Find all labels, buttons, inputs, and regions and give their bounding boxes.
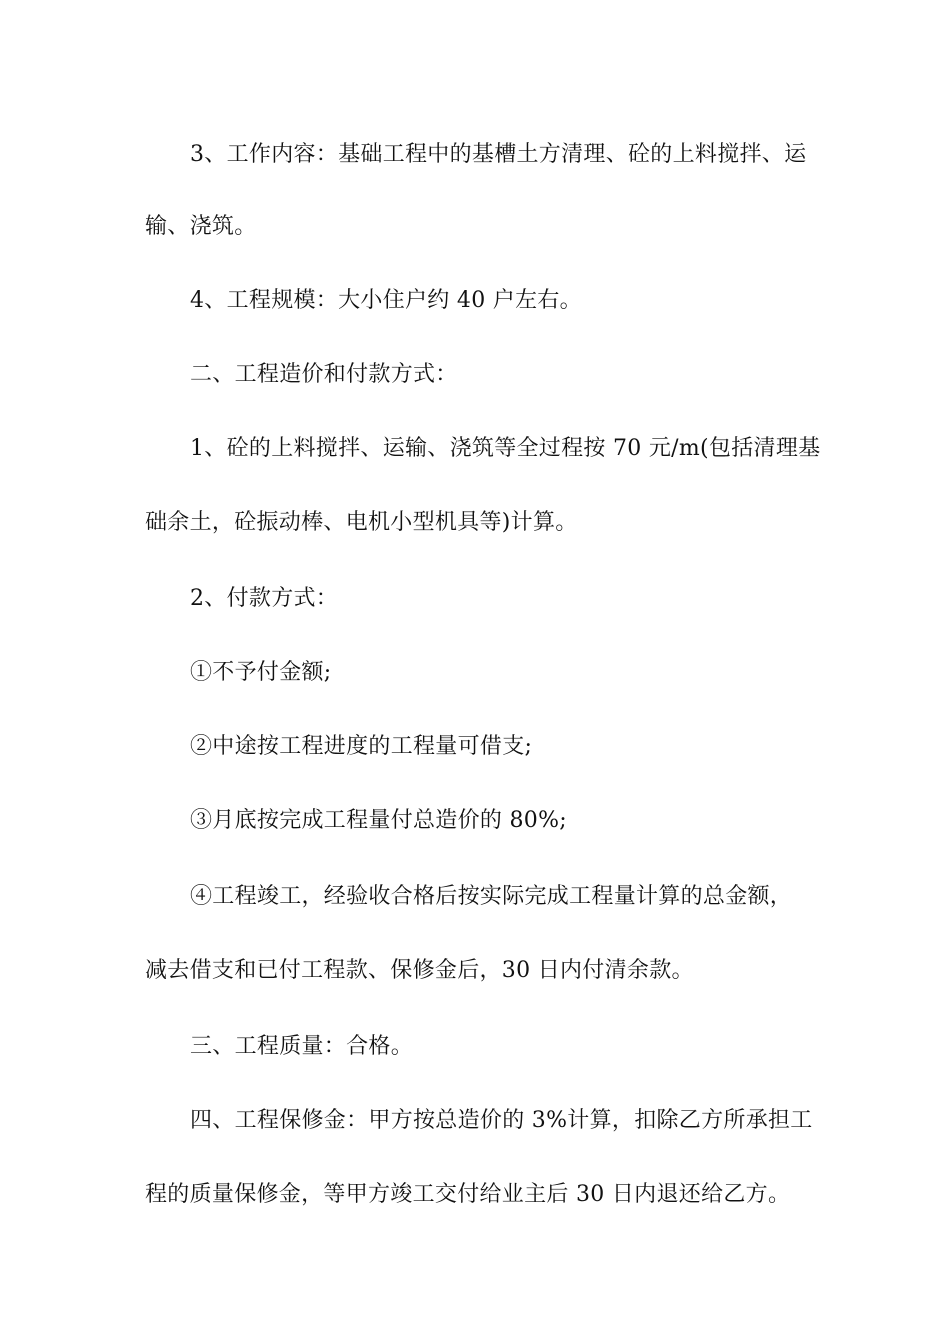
section-heading-quality: 三、工程质量：合格。 <box>190 1034 414 1059</box>
paragraph-warranty-cont: 程的质量保修金，等甲方竣工交付给业主后 30 日内退还给乙方。 <box>145 1182 791 1207</box>
list-item-payment-1: ①不予付金额; <box>190 660 332 685</box>
paragraph-project-scale: 4、工程规模：大小住户约 40 户左右。 <box>190 288 582 313</box>
list-item-payment-4-cont: 减去借支和已付工程款、保修金后，30 日内付清余款。 <box>145 958 694 983</box>
paragraph-unit-price-cont: 础余土，砼振动棒、电机小型机具等)计算。 <box>145 510 578 535</box>
paragraph-work-content-cont: 输、浇筑。 <box>145 214 257 239</box>
paragraph-work-content: 3、工作内容：基础工程中的基槽土方清理、砼的上料搅拌、运 <box>190 142 807 167</box>
list-item-payment-3: ③月底按完成工程量付总造价的 80%; <box>190 808 568 833</box>
section-heading-warranty: 四、工程保修金：甲方按总造价的 3%计算，扣除乙方所承担工 <box>190 1108 813 1133</box>
list-item-payment-2: ②中途按工程进度的工程量可借支; <box>190 734 533 759</box>
paragraph-unit-price: 1、砼的上料搅拌、运输、浇筑等全过程按 70 元/m(包括清理基 <box>190 436 821 461</box>
section-heading-cost-payment: 二、工程造价和付款方式： <box>190 362 458 387</box>
list-item-payment-4: ④工程竣工，经验收合格后按实际完成工程量计算的总金额， <box>190 884 793 909</box>
paragraph-payment-method: 2、付款方式： <box>190 586 339 611</box>
